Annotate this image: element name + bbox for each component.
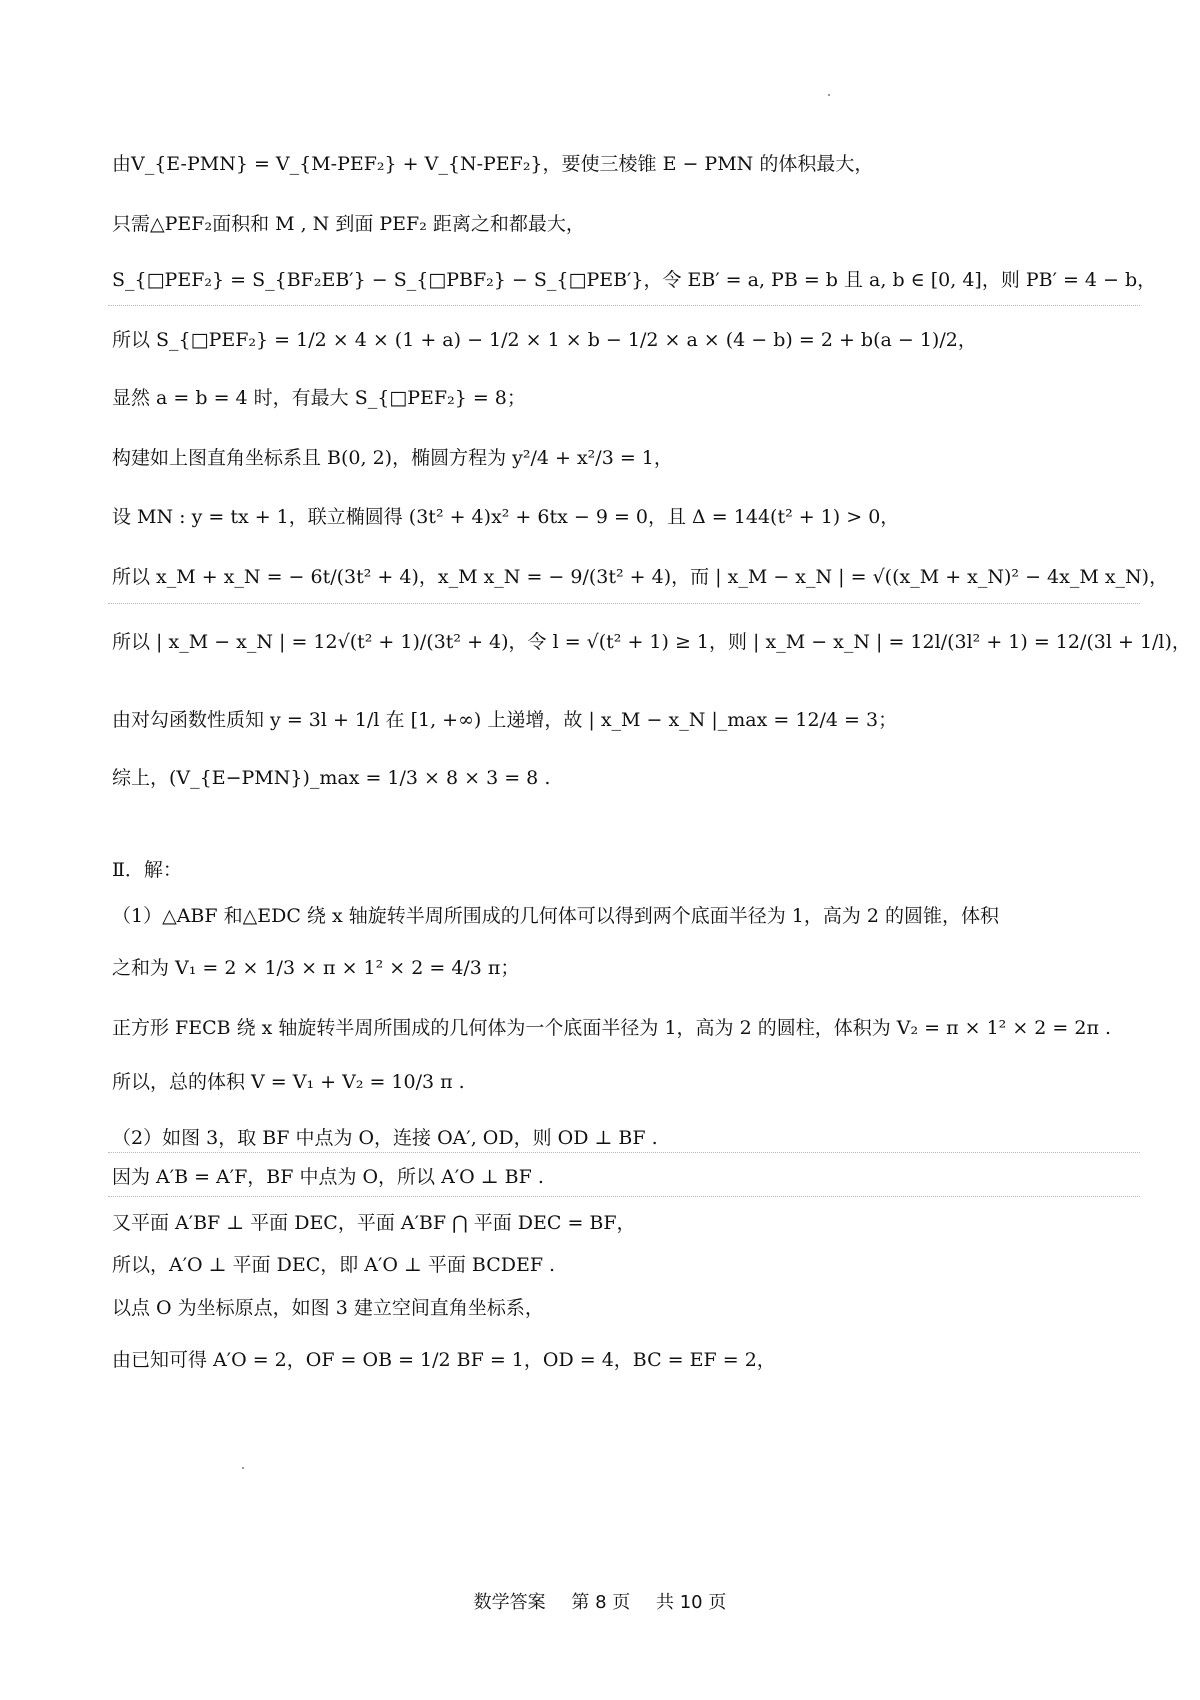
dotted-divider: [108, 603, 1140, 604]
footer-total-pages: 共 10 页: [656, 1592, 727, 1613]
text-line: 由已知可得 A′O = 2，OF = OB = 1/2 BF = 1，OD = 4，BC = EF = 2，: [112, 1349, 776, 1371]
footer-subject: 数学答案: [473, 1592, 546, 1613]
text-line: 显然 a = b = 4 时，有最大 S_{□PEF₂} = 8；: [112, 387, 526, 409]
text-line: 只需△PEF₂面积和 M , N 到面 PEF₂ 距离之和都最大，: [112, 213, 585, 235]
text-line: 所以 x_M + x_N = − 6t/(3t² + 4)，x_M x_N = − 9/(3t² + 4)，而 | x_M − x_N | = √((x_M + x_N)² − 4x_M x_N)，: [112, 566, 1169, 588]
text-line: 所以 S_{□PEF₂} = 1/2 × 4 × (1 + a) − 1/2 × 1 × b − 1/2 × a × (4 − b) = 2 + b(a − 1)/2，: [112, 329, 977, 351]
text-line: 所以，A′O ⊥ 平面 DEC，即 A′O ⊥ 平面 BCDEF .: [112, 1254, 556, 1276]
text-line: （2）如图 3，取 BF 中点为 O，连接 OA′, OD，则 OD ⊥ BF .: [112, 1127, 658, 1149]
text-line: 正方形 FECB 绕 x 轴旋转半周所围成的几何体为一个底面半径为 1，高为 2 的圆柱，体积为 V₂ = π × 1² × 2 = 2π .: [112, 1017, 1112, 1039]
dotted-divider: [108, 1196, 1140, 1197]
scan-speck: [242, 1467, 244, 1469]
page-footer: [0, 1588, 1200, 1614]
text-line: S_{□PEF₂} = S_{BF₂EB′} − S_{□PBF₂} − S_{□PEB′}，令 EB′ = a, PB = b 且 a, b ∈ [0, 4]，则 PB′ = 4 − b，: [112, 269, 1157, 291]
footer-page-number: 第 8 页: [571, 1592, 631, 1613]
text-line: 由对勾函数性质知 y = 3l + 1/l 在 [1, +∞) 上递增，故 | x_M − x_N |_max = 12/4 = 3；: [112, 709, 898, 731]
text-line: 综上，(V_{E−PMN})_max = 1/3 × 8 × 3 = 8 .: [112, 767, 551, 789]
text-line: 又平面 A′BF ⊥ 平面 DEC，平面 A′BF ⋂ 平面 DEC = BF，: [112, 1212, 636, 1234]
dotted-divider: [108, 305, 1140, 306]
text-line: 所以，总的体积 V = V₁ + V₂ = 10/3 π .: [112, 1071, 465, 1093]
text-line: 设 MN : y = tx + 1，联立椭圆得 (3t² + 4)x² + 6tx − 9 = 0，且 Δ = 144(t² + 1) > 0，: [112, 506, 900, 528]
text-line: 构建如上图直角坐标系且 B(0, 2)，椭圆方程为 y²/4 + x²/3 = 1，: [112, 447, 673, 469]
text-line: 以点 O 为坐标原点，如图 3 建立空间直角坐标系，: [112, 1297, 544, 1319]
text-line: 之和为 V₁ = 2 × 1/3 × π × 1² × 2 = 4/3 π；: [112, 957, 520, 979]
scan-speck: [828, 94, 830, 96]
text-line: （1）△ABF 和△EDC 绕 x 轴旋转半周所围成的几何体可以得到两个底面半径为 1，高为 2 的圆锥，体积: [112, 905, 999, 927]
text-line: 由V_{E-PMN} = V_{M-PEF₂} + V_{N-PEF₂}，要使三棱锥 E − PMN 的体积最大，: [112, 153, 874, 175]
text-line: 因为 A′B = A′F，BF 中点为 O，所以 A′O ⊥ BF .: [112, 1166, 544, 1188]
dotted-divider: [108, 1152, 1140, 1153]
section-heading: Ⅱ．解：: [112, 859, 182, 881]
text-line: 所以 | x_M − x_N | = 12√(t² + 1)/(3t² + 4)，令 l = √(t² + 1) ≥ 1，则 | x_M − x_N | = 12l/(3l² + 1) = 12/(3l + 1/l)，: [112, 631, 1191, 653]
